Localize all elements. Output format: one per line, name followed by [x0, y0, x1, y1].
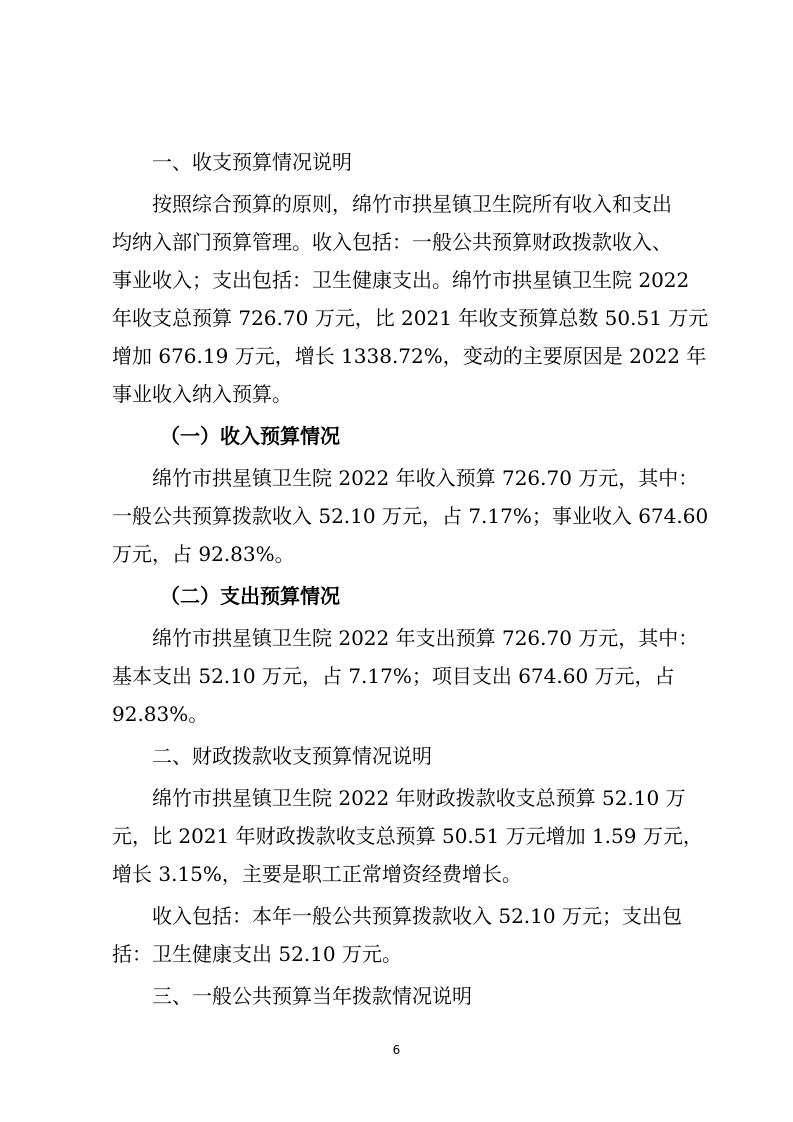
paragraph-line: 一般公共预算拨款收入 52.10 万元，占 7.17%；事业收入 674.60 [112, 504, 709, 528]
paragraph-line: 年收支总预算 726.70 万元，比 2021 年收支预算总数 50.51 万元 [112, 306, 709, 330]
fiscal-appropriation-paragraph-2 [112, 900, 702, 970]
income-paragraph [112, 462, 709, 570]
paragraph-line: 绵竹市拱星镇卫生院 2022 年支出预算 726.70 万元，其中： [152, 626, 699, 650]
paragraph-line: 基本支出 52.10 万元，占 7.17%；项目支出 674.60 万元，占 [112, 664, 675, 688]
paragraph-line: 绵竹市拱星镇卫生院 2022 年收入预算 726.70 万元，其中： [152, 466, 699, 490]
fiscal-appropriation-paragraph [112, 782, 702, 890]
page-number: 6 [392, 1043, 401, 1057]
paragraph-line: 万元，占 92.83%。 [112, 542, 295, 566]
paragraph-line: 收入包括：本年一般公共预算拨款收入 52.10 万元；支出包 [152, 904, 682, 928]
paragraph-line: 事业收入；支出包括：卫生健康支出。绵竹市拱星镇卫生院 2022 [112, 268, 690, 292]
paragraph-line: 元，比 2021 年财政拨款收支总预算 50.51 万元增加 1.59 万元， [112, 824, 703, 848]
section-heading-1: 一、收支预算情况说明 [152, 150, 352, 174]
expenditure-paragraph [112, 622, 702, 730]
paragraph-line: 均纳入部门预算管理。收入包括：一般公共预算财政拨款收入、 [112, 230, 672, 254]
paragraph-line: 增长 3.15%，主要是职工正常增资经费增长。 [112, 862, 522, 886]
paragraph-line: 92.83%。 [112, 702, 209, 726]
paragraph-line: 增加 676.19 万元，增长 1338.72%，变动的主要原因是 2022 年 [112, 344, 707, 368]
paragraph-line: 事业收入纳入预算。 [112, 382, 292, 406]
subsection-heading-expenditure: （二）支出预算情况 [160, 584, 340, 608]
section-1-paragraph [112, 188, 709, 410]
section-heading-3: 三、一般公共预算当年拨款情况说明 [152, 984, 472, 1008]
section-heading-2: 二、财政拨款收支预算情况说明 [152, 744, 432, 768]
subsection-heading-income: （一）收入预算情况 [160, 424, 340, 448]
paragraph-line: 绵竹市拱星镇卫生院 2022 年财政拨款收支总预算 52.10 万 [152, 786, 686, 810]
paragraph-line: 按照综合预算的原则，绵竹市拱星镇卫生院所有收入和支出 [152, 192, 672, 216]
document-content [112, 146, 709, 1022]
paragraph-line: 括：卫生健康支出 52.10 万元。 [112, 942, 402, 966]
